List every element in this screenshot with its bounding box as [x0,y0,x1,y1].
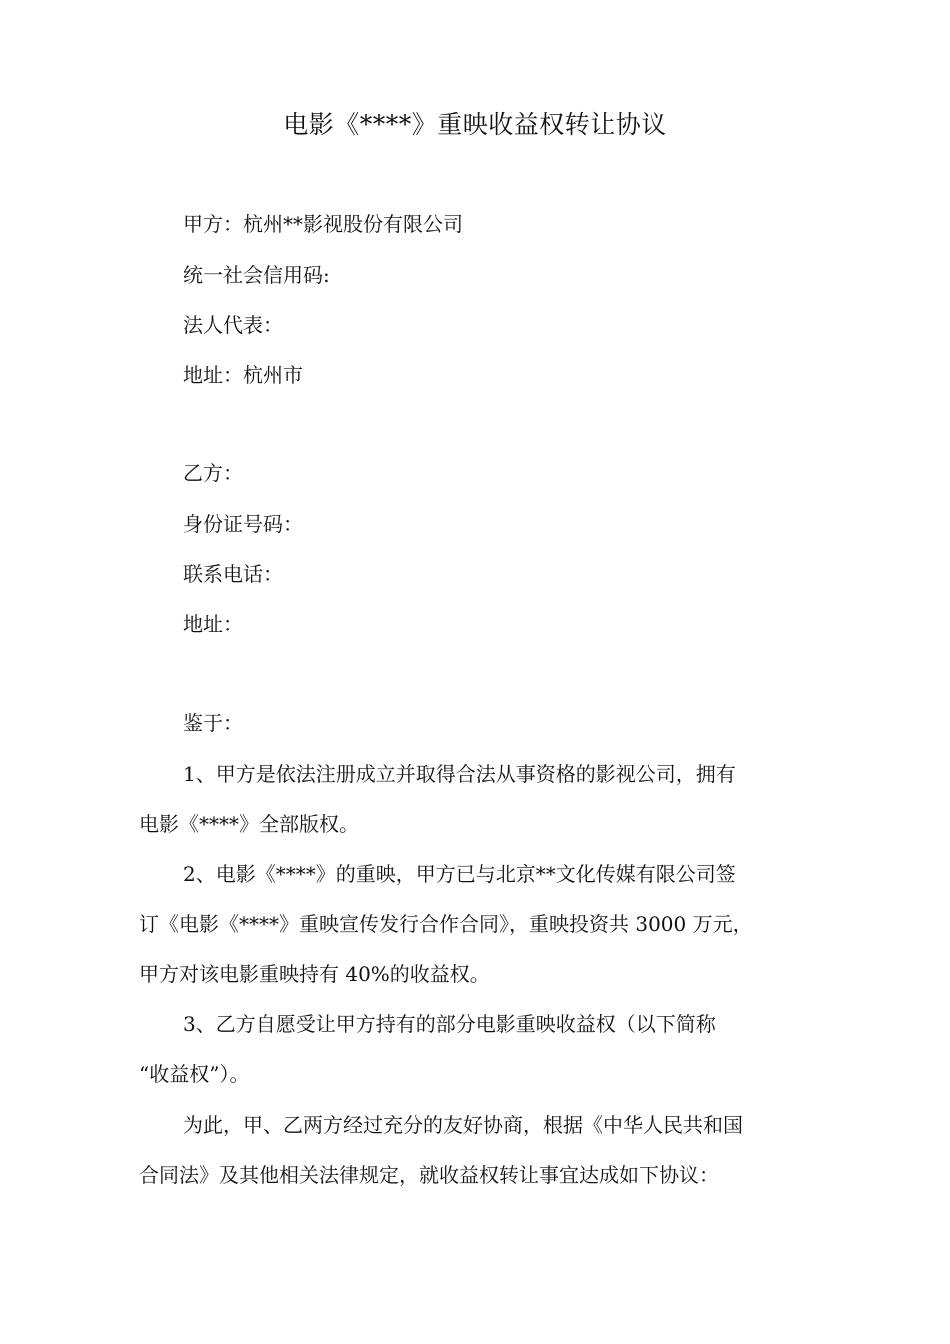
party-b-address: 地址： [183,612,243,636]
clause-2-line-1: 2、电影《****》的重映，甲方已与北京**文化传媒有限公司签 [183,862,736,886]
party-a-address: 地址：杭州市 [183,363,303,387]
party-a-legal-rep: 法人代表： [183,313,283,337]
closing-line-1: 为此，甲、乙两方经过充分的友好协商，根据《中华人民共和国 [183,1113,743,1137]
clause-1-line-1: 1、甲方是依法注册成立并取得合法从事资格的影视公司，拥有 [183,762,736,786]
whereas-heading: 鉴于： [183,711,243,735]
clause-2-line-2: 订《电影《****》重映宣传发行合作合同》，重映投资共 3000 万元， [139,912,753,936]
clause-2-line-3: 甲方对该电影重映持有 40%的收益权。 [139,962,490,986]
clause-3-line-2: “收益权”）。 [139,1062,250,1086]
party-a-credit-code: 统一社会信用码: [183,263,330,287]
party-b-name: 乙方： [183,461,243,485]
party-a-name: 甲方：杭州**影视股份有限公司 [183,212,463,236]
document-title: 电影《****》重映收益权转让协议 [283,110,667,139]
clause-3-line-1: 3、乙方自愿受让甲方持有的部分电影重映收益权（以下简称 [183,1012,716,1036]
party-b-id-number: 身份证号码： [183,512,303,536]
party-b-phone: 联系电话： [183,562,283,586]
clause-1-line-2: 电影《****》全部版权。 [139,812,359,836]
closing-line-2: 合同法》及其他相关法律规定，就收益权转让事宜达成如下协议： [139,1163,719,1187]
